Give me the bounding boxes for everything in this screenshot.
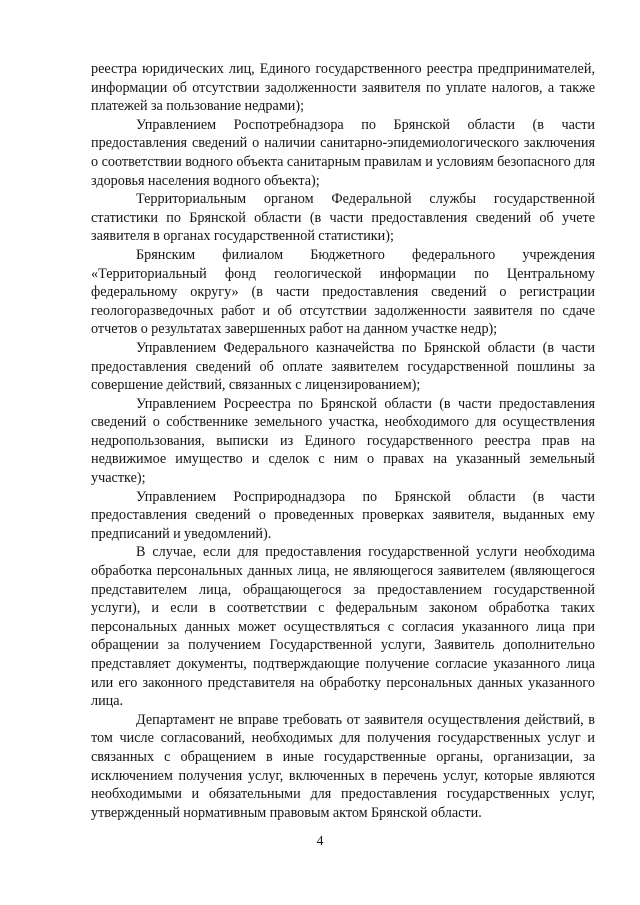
paragraph-department: Департамент не вправе требовать от заявителя осуществления действий, в том числе согласований, необходимых для получения государственных услуг и связанных с обращением в иные государственные органы, организации, за исключением получения услуг, включенных в перечень услуг, которые являются необходимыми и обязательными для предоставления государственных услуг, утвержденный нормативным правовым актом Брянской области.: [91, 711, 595, 821]
paragraph-rosprirodnadzor: Управлением Росприроднадзора по Брянской области (в части предоставления сведений о проведенных проверках заявителя, выданных ему предписаний и уведомлений).: [91, 488, 595, 542]
paragraph-treasury: Управлением Федерального казначейства по Брянской области (в части предоставления сведений об оплате заявителем государственной пошлины за совершение действий, связанных с лицензированием);: [91, 339, 595, 394]
paragraph-personal-data: В случае, если для предоставления государственной услуги необходима обработка персональных данных лица, не являющегося заявителем (являющегося представителем лица, обращающегося за предоставлением государственной услуги), и если в соответствии с федеральным законом обработка таких персональных данных может осуществляться с согласия указанного лица при обращении за получением Государственной услуги, Заявитель дополнительно представляет документы, подтверждающие получение согласие указанного лица или его законного представителя на обработку персональных данных указанного лица.: [91, 544, 595, 710]
paragraph-rospotrebnadzor: Управлением Роспотребнадзора по Брянской области (в части предоставления сведений о наличии санитарно-эпидемиологического заключения о соответствии водного объекта санитарным правилам и условиям безопасного для здоровья населения водного объекта);: [91, 116, 595, 189]
paragraph-statistics: Территориальным органом Федеральной службы государственной статистики по Брянской области (в части предоставления сведений об учете заявителя в органах государственной статистики);: [91, 191, 595, 245]
paragraph-geology-fund: Брянским филиалом Бюджетного федерального учреждения «Территориальный фонд геологической информации по Центральному федеральному округу» (в части предоставления сведений о регистрации геологоразведочных работ и об отсутствии задолженности заявителя по сдаче отчетов о результатах завершенных работ на данном участке недр);: [91, 246, 595, 338]
page-number: 4: [316, 834, 324, 849]
document-body: [91, 60, 595, 822]
paragraph-continuation: реестра юридических лиц, Единого государственного реестра предпринимателей, информации об отсутствии задолженности заявителя по уплате налогов, а также платежей за пользование недрами);: [91, 61, 595, 115]
paragraph-rosreestr: Управлением Росреестра по Брянской области (в части предоставления сведений о собственнике земельного участка, необходимого для осуществления недропользования, выписки из Единого государственного реестра прав на недвижимое имущество и сделок с ним о правах на указанный земельный участке);: [91, 395, 595, 487]
